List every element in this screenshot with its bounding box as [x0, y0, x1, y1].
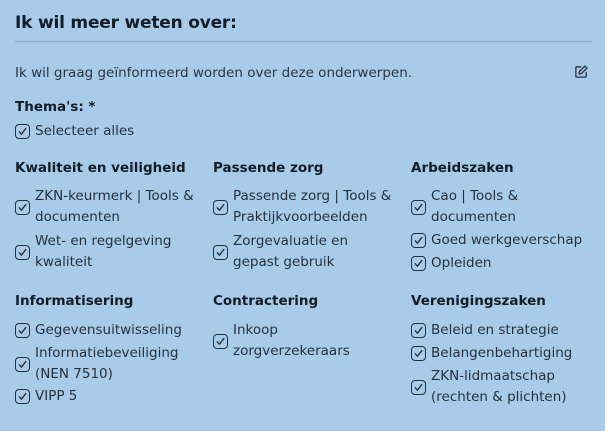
- checkbox-icon: [15, 200, 30, 215]
- checkbox-icon: [411, 233, 426, 248]
- checkbox-label: Gegevensuitwisseling: [35, 322, 182, 338]
- edit-icon[interactable]: [574, 64, 589, 79]
- checkbox-zorgevaluatie[interactable]: [213, 231, 348, 273]
- title-divider: [15, 41, 592, 42]
- checkbox-label: (rechten & plichten): [431, 389, 567, 405]
- section-title: Ik wil meer weten over:: [15, 13, 237, 33]
- checkbox-label: Beleid en strategie: [431, 322, 559, 338]
- checkbox-label: Wet- en regelgeving: [35, 233, 172, 249]
- checkbox-label: documenten: [35, 209, 120, 225]
- checkbox-label: VIPP 5: [35, 388, 78, 404]
- checkbox-label: documenten: [431, 209, 516, 225]
- checkbox-label: Opleiden: [431, 255, 492, 271]
- checkbox-label: (NEN 7510): [35, 366, 113, 382]
- checkbox-label: Cao | Tools &: [431, 188, 519, 204]
- checkbox-icon: [15, 323, 30, 338]
- checkbox-label: Zorgevaluatie en: [233, 233, 349, 249]
- checkbox-belangenbehartiging[interactable]: [411, 343, 572, 364]
- group-heading-verenigingszaken: Verenigingszaken: [411, 293, 546, 309]
- intro-text: Ik wil graag geïnformeerd worden over deze onderwerpen.: [15, 65, 413, 81]
- checkbox-label: gepast gebruik: [233, 254, 335, 270]
- group-heading-kwaliteit: Kwaliteit en veiligheid: [15, 160, 186, 176]
- checkbox-label: kwaliteit: [35, 254, 93, 270]
- checkbox-zkn-lidmaatschap[interactable]: [411, 366, 567, 408]
- checkbox-icon: [213, 200, 228, 215]
- checkbox-icon: [15, 245, 30, 260]
- group-heading-contractering: Contractering: [213, 293, 319, 309]
- checkbox-beleid-strategie[interactable]: [411, 320, 559, 341]
- checkbox-icon: [411, 380, 426, 395]
- checkbox-icon: [411, 256, 426, 271]
- checkbox-icon: [213, 334, 228, 349]
- checkbox-icon: [15, 389, 30, 404]
- checkbox-icon: [411, 323, 426, 338]
- checkbox-icon: [15, 124, 30, 139]
- themes-label: Thema's: *: [15, 99, 96, 115]
- checkbox-label: Informatiebeveiliging: [35, 345, 179, 361]
- checkbox-gegevensuitwisseling[interactable]: [15, 320, 182, 341]
- checkbox-label: Goed werkgeverschap: [431, 232, 583, 248]
- checkbox-icon: [411, 200, 426, 215]
- checkbox-inkoop-zorgverzekeraars[interactable]: [213, 320, 350, 362]
- group-heading-informatisering: Informatisering: [15, 293, 134, 309]
- checkbox-label: Inkoop: [233, 322, 278, 338]
- checkbox-label: ZKN-lidmaatschap: [431, 368, 555, 384]
- checkbox-zkn-keurmerk[interactable]: [15, 186, 194, 228]
- checkbox-icon: [15, 357, 30, 372]
- checkbox-goed-werkgeverschap[interactable]: [411, 230, 582, 251]
- checkbox-label: Passende zorg | Tools &: [233, 188, 392, 204]
- checkbox-icon: [213, 245, 228, 260]
- group-heading-passende-zorg: Passende zorg: [213, 160, 324, 176]
- checkbox-vipp5[interactable]: [15, 386, 77, 407]
- checkbox-wet-regelgeving[interactable]: [15, 231, 171, 273]
- group-heading-arbeidszaken: Arbeidszaken: [411, 160, 514, 176]
- select-all-checkbox[interactable]: [15, 121, 134, 142]
- checkbox-icon: [411, 346, 426, 361]
- checkbox-passende-zorg-tools[interactable]: [213, 186, 391, 228]
- select-all-label: Selecteer alles: [35, 123, 135, 139]
- checkbox-label: zorgverzekeraars: [233, 343, 350, 359]
- checkbox-label: ZKN-keurmerk | Tools &: [35, 188, 194, 204]
- checkbox-informatiebeveiliging[interactable]: [15, 343, 179, 385]
- checkbox-cao-tools[interactable]: [411, 186, 518, 228]
- checkbox-label: Praktijkvoorbeelden: [233, 209, 368, 225]
- checkbox-opleiden[interactable]: [411, 253, 491, 274]
- checkbox-label: Belangenbehartiging: [431, 345, 573, 361]
